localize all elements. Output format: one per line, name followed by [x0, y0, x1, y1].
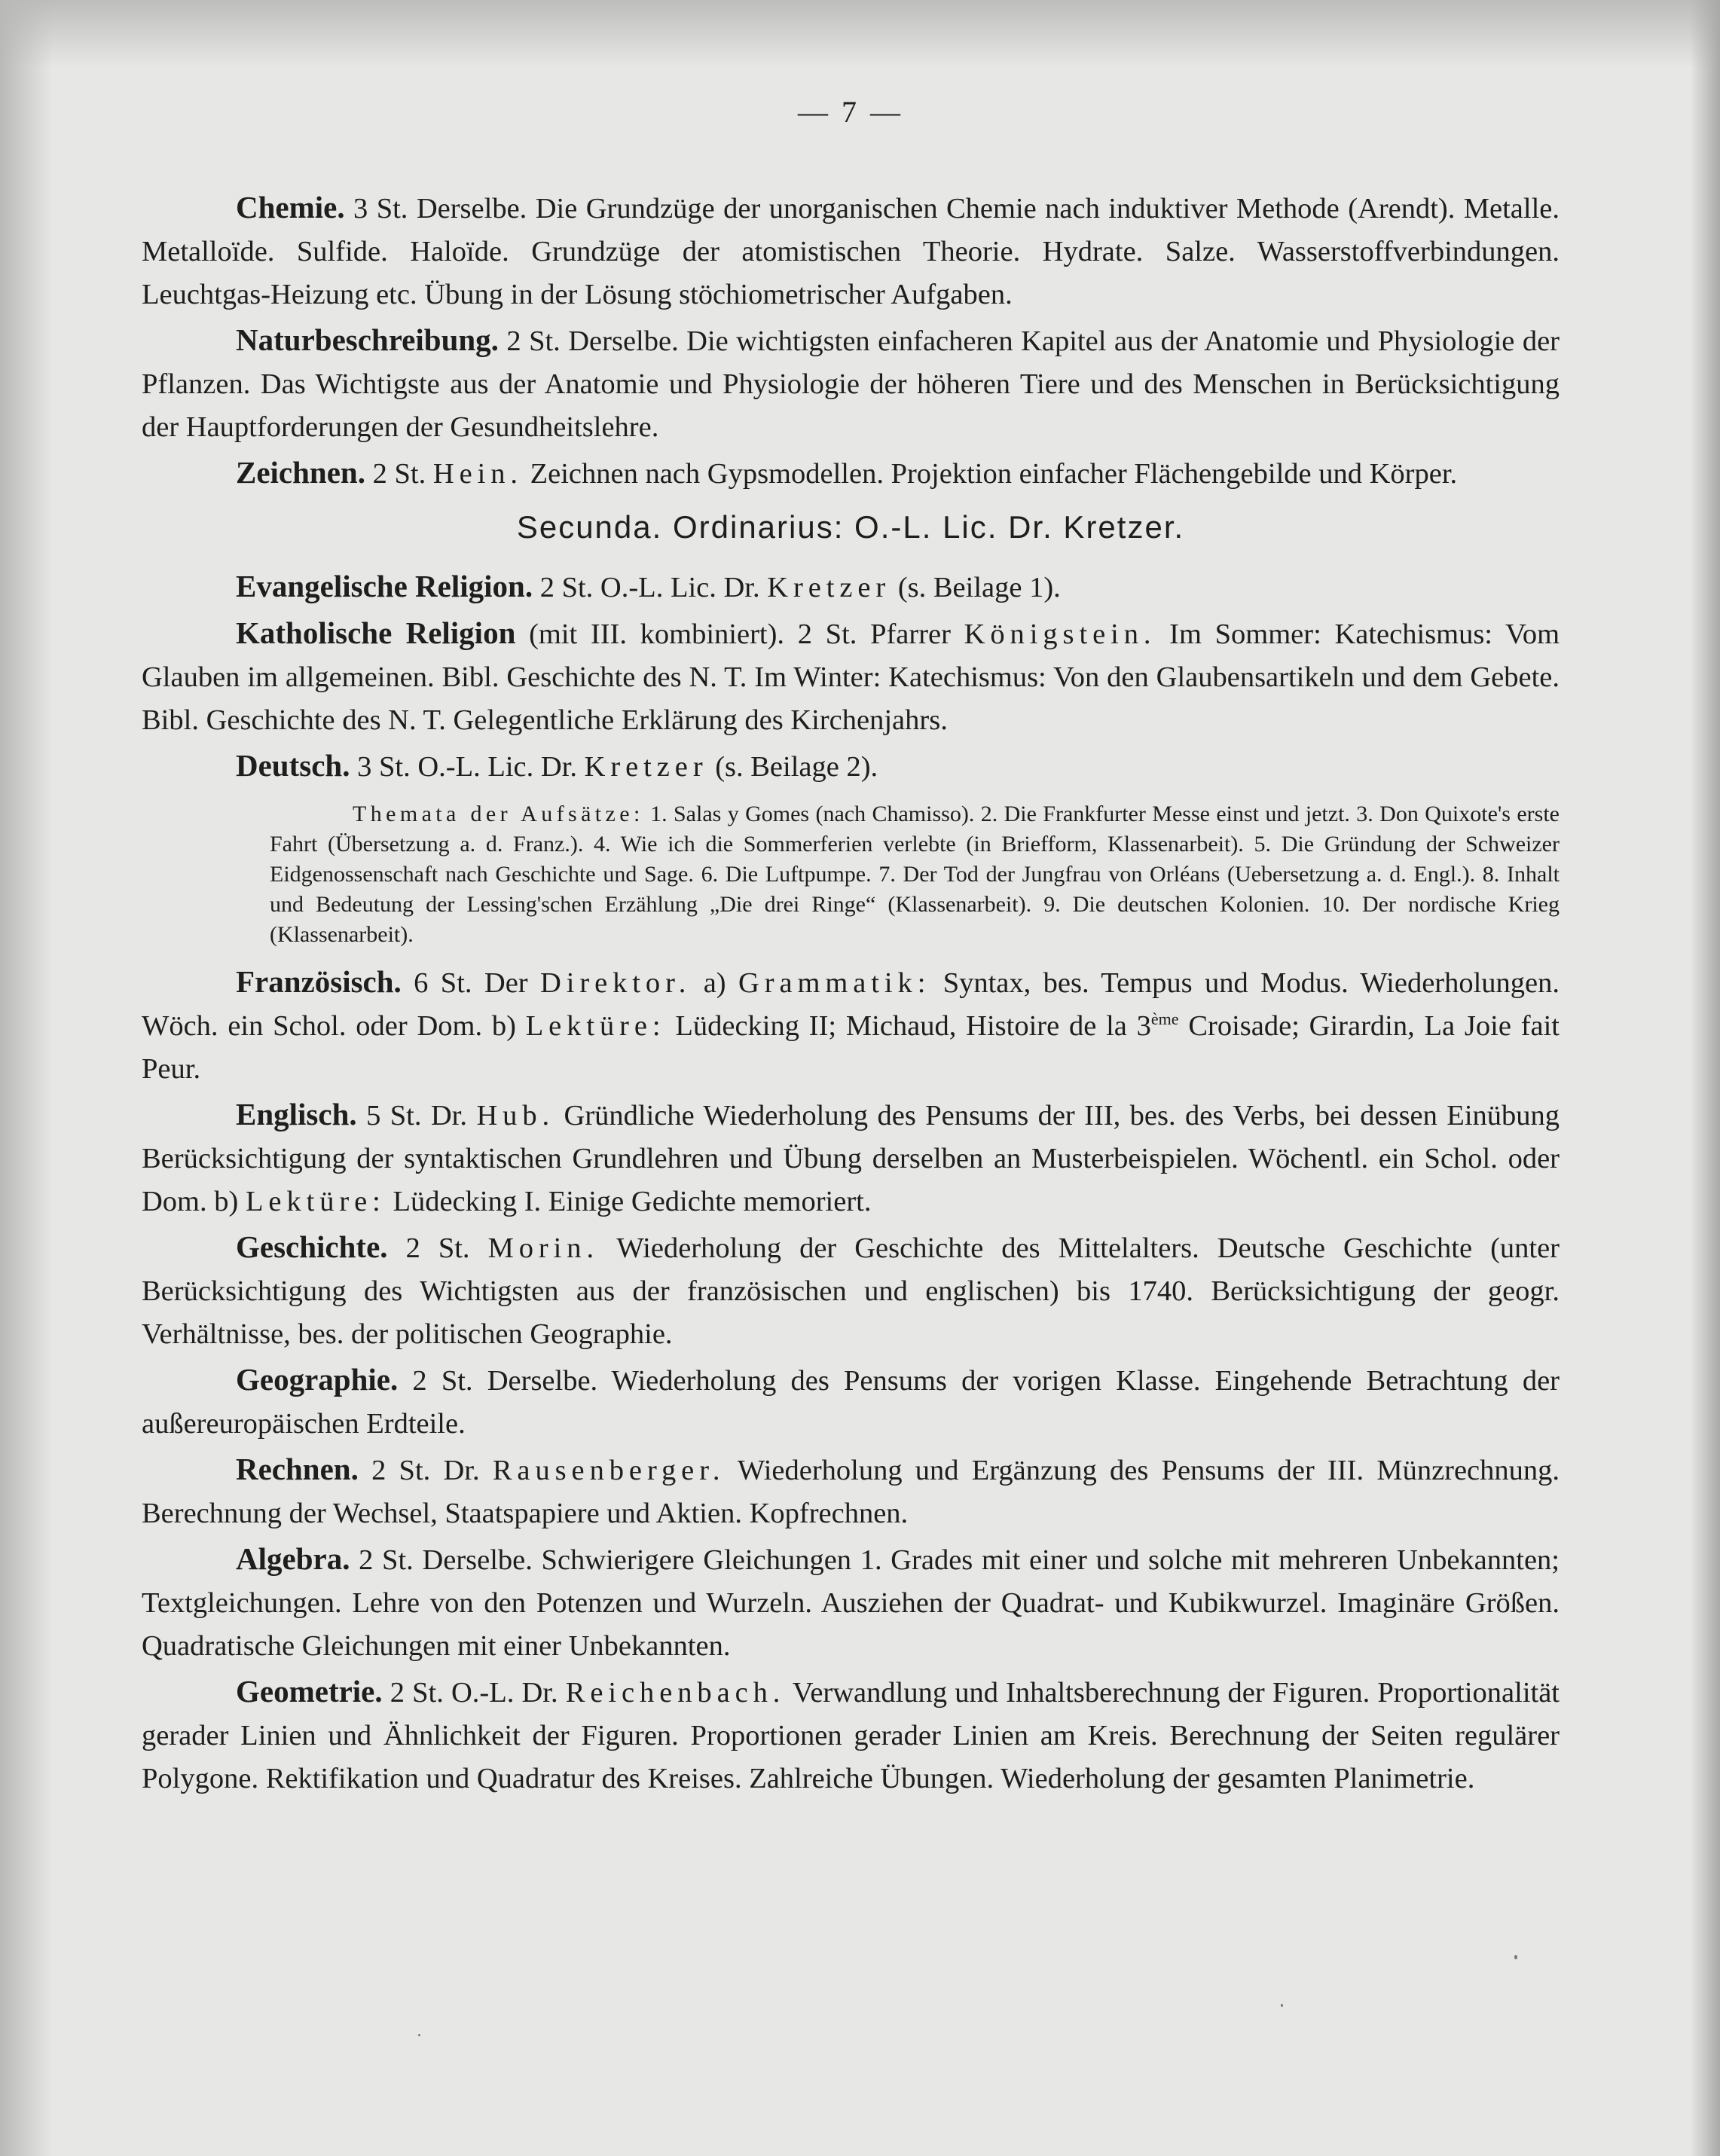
section-label: Grammatik: — [738, 967, 931, 999]
paragraph-text: Zeichnen nach Gypsmodellen. Projektion einfacher Flächengebilde und Körper. — [530, 458, 1458, 490]
paragraph-text: Croisade; Girardin, La Joie fait Peur. — [142, 1010, 1560, 1085]
paragraph-text: 2 St. Derselbe. Die wichtigsten einfacheren Kapitel aus der Anatomie und Physiologie der Pflanzen. Das Wichtigste aus der Anatomie und Physiologie der höheren Tiere und des Menschen in Berücksichtigung der Hauptforderungen der Gesundheitslehre. — [142, 325, 1560, 443]
paragraph-text: 6 St. Der — [414, 967, 528, 999]
scan-shadow-left — [0, 0, 53, 2156]
paragraph-geometrie — [142, 1670, 1560, 1800]
teacher-name: Direktor. — [540, 967, 692, 999]
paragraph-text: Verwandlung und Inhaltsberechnung der Figuren. Proportionalität gerader Linien und Ähnlichkeit der Figuren. Proportionen gerader Linien am Kreis. Berechnung der Seiten regulärer Polygone. Rektifikation und Quadratur des Kreises. Zahlreiche Übungen. Wiederholung der gesamten Planimetrie. — [142, 1677, 1560, 1794]
subject-heading: Englisch. — [236, 1097, 357, 1131]
essay-topics — [270, 799, 1560, 950]
subject-heading: Rechnen. — [236, 1452, 359, 1486]
paragraph-text: 2 St. — [372, 458, 426, 490]
subject-heading: Geometrie. — [236, 1674, 383, 1709]
essay-topics-label: Themata der Aufsätze: — [353, 802, 644, 826]
paragraph-text: Im Sommer: Katechismus: Vom Glauben im allgemeinen. Bibl. Geschichte des N. T. Im Winter: Katechismus: Von den Glaubensartikeln und dem Gebete. Bibl. Geschichte des N. T. Gelegentliche Erklärung des Kirchenjahrs. — [142, 618, 1560, 736]
paragraph-text: (s. Beilage 2). — [715, 751, 878, 783]
subject-heading: Geographie. — [236, 1362, 399, 1397]
paragraph-text: 2 St. Derselbe. Wiederholung des Pensums der vorigen Klasse. Eingehende Betrachtung der außereuropäischen Erdteile. — [142, 1365, 1560, 1440]
paragraph-text: 2 St. Derselbe. Schwierigere Gleichungen 1. Grades mit einer und solche mit mehreren Unbekannten; Textgleichungen. Lehre von den Potenzen und Wurzeln. Ausziehen der Quadrat- und Kubikwurzel. Imaginäre Größen. Quadratische Gleichungen mit einer Unbekannten. — [142, 1544, 1560, 1662]
paragraph-text: Syntax, bes. Tempus und Modus. Wiederholungen. Wöch. ein Schol. oder Dom. b) — [142, 967, 1560, 1042]
paragraph-text: Lüdecking I. Einige Gedichte memoriert. — [393, 1186, 872, 1217]
subject-heading: Französisch. — [236, 964, 402, 999]
page-number: — 7 — — [798, 95, 903, 129]
scan-shadow-top — [0, 0, 1720, 68]
superscript: ème — [1150, 1009, 1179, 1028]
section-label: Lektüre: — [245, 1186, 386, 1217]
teacher-name: Hub. — [476, 1100, 555, 1131]
paragraph-text: (mit III. kombiniert). 2 St. Pfarrer — [529, 618, 951, 650]
essay-topics-text: 1. Salas y Gomes (nach Chamisso). 2. Die Frankfurter Messe einst und jetzt. 3. Don Quixote's erste Fahrt (Übersetzung a. d. Franz.). 4. Wie ich die Sommerferien verlebte (in Briefform, Klassenarbeit). 5. Die Gründung der Schweizer Eidgenossenschaft nach Geschichte und Sage. 6. Die Luftpumpe. 7. Der Tod der Jungfrau von Orléans (Uebersetzung a. d. Engl.). 8. Inhalt und Bedeutung der Lessing'schen Erzählung „Die drei Ringe“ (Klassenarbeit). 9. Die deutschen Kolonien. 10. Der nordische Krieg (Klassenarbeit). — [270, 802, 1560, 947]
teacher-name: Kretzer — [767, 572, 891, 603]
teacher-name: Kretzer — [584, 751, 708, 783]
paragraph-naturbeschreibung — [142, 319, 1560, 449]
teacher-name: Hein. — [432, 458, 523, 490]
paper-speck — [418, 2034, 420, 2036]
teacher-name: Rausenberger. — [492, 1455, 726, 1486]
paragraph-text: Lüdecking II; Michaud, Histoire de la 3 — [675, 1010, 1151, 1042]
paragraph-text: 2 St. O.-L. Lic. Dr. — [539, 572, 760, 603]
paragraph-zeichnen — [142, 451, 1560, 496]
paragraph-text: 2 St. Dr. — [371, 1455, 480, 1486]
paper-speck — [1281, 2004, 1283, 2007]
paper-speck — [1514, 1955, 1517, 1959]
paragraph-text: a) — [703, 967, 726, 999]
paragraph-franzoesisch — [142, 960, 1560, 1091]
page-content — [142, 90, 1560, 1803]
subject-heading: Chemie. — [236, 190, 345, 224]
paragraph-algebra — [142, 1538, 1560, 1668]
paragraph-geographie — [142, 1358, 1560, 1446]
paragraph-deutsch — [142, 744, 1560, 789]
paragraph-katholische-religion — [142, 612, 1560, 742]
scan-shadow-right — [1690, 0, 1720, 2156]
subject-heading: Algebra. — [236, 1541, 350, 1576]
teacher-name: Königstein. — [964, 618, 1156, 650]
teacher-name: Reichenbach. — [565, 1677, 786, 1709]
paragraph-text: 3 St. O.-L. Lic. Dr. — [357, 751, 578, 783]
class-heading: Secunda. Ordinarius: O.-L. Lic. Dr. Kretzer. — [516, 509, 1185, 545]
paragraph-text: 3 St. Derselbe. Die Grundzüge der unorganischen Chemie nach induktiver Methode (Arendt). Metalle. Metalloïde. Sulfide. Haloïde. Grundzüge der atomistischen Theorie. Hydrate. Salze. Wasserstoffverbindungen. Leuchtgas-Heizung etc. Übung in der Lösung stöchiometrischer Aufgaben. — [142, 193, 1560, 310]
paragraph-geschichte — [142, 1226, 1560, 1356]
paragraph-text: Gründliche Wiederholung des Pensums der III, bes. des Verbs, bei dessen Einübung Berücksichtigung der syntaktischen Grundlehren und Übung derselben an Musterbeispielen. Wöchentl. ein Schol. oder Dom. b) — [142, 1100, 1560, 1217]
subject-heading: Naturbeschreibung. — [236, 322, 499, 357]
subject-heading: Katholische Religion — [236, 615, 516, 650]
subject-heading: Evangelische Religion. — [236, 569, 533, 603]
section-label: Lektüre: — [525, 1010, 666, 1042]
paragraph-text: Wiederholung und Ergänzung des Pensums der III. Münzrechnung. Berechnung der Wechsel, Staatspapiere und Aktien. Kopfrechnen. — [142, 1455, 1560, 1529]
paragraph-text: 5 St. Dr. — [366, 1100, 468, 1131]
subject-heading: Zeichnen. — [236, 455, 365, 490]
paragraph-text: Wiederholung der Geschichte des Mittelalters. Deutsche Geschichte (unter Berücksichtigung des Wichtigsten aus der französischen und englischen) bis 1740. Berücksichtigung der geogr. Verhältnisse, bes. der politischen Geographie. — [142, 1232, 1560, 1350]
paragraph-text: (s. Beilage 1). — [897, 572, 1061, 603]
subject-heading: Deutsch. — [236, 748, 350, 783]
subject-heading: Geschichte. — [236, 1229, 388, 1264]
paragraph-evangelische-religion — [142, 565, 1560, 609]
teacher-name: Morin. — [487, 1232, 600, 1264]
paragraph-text: 2 St. O.-L. Dr. — [390, 1677, 558, 1709]
paragraph-rechnen — [142, 1448, 1560, 1535]
paragraph-text: 2 St. — [405, 1232, 470, 1264]
paragraph-chemie — [142, 186, 1560, 316]
paragraph-englisch — [142, 1093, 1560, 1223]
